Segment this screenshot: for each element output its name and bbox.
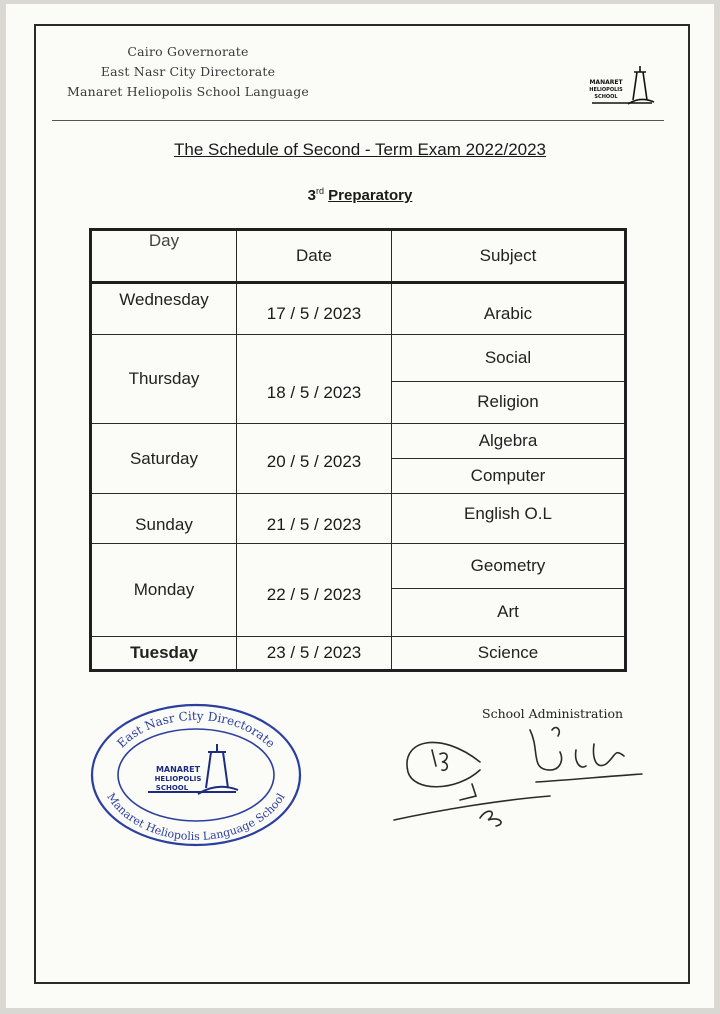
- day-cell: Sunday: [91, 494, 237, 544]
- school-line: Manaret Heliopolis School Language: [67, 84, 309, 99]
- header-subject: Subject: [392, 230, 626, 283]
- date-cell: 21 / 5 / 2023: [237, 494, 392, 544]
- school-stamp: [86, 700, 306, 850]
- grade-suffix: rd: [315, 186, 324, 196]
- subject-cell: Geometry: [392, 544, 626, 588]
- date-cell: 22 / 5 / 2023: [237, 544, 392, 636]
- stamp-top-text: East Nasr City Directorate: [114, 708, 278, 751]
- day-cell: Wednesday: [91, 283, 237, 335]
- header-date: Date: [237, 230, 392, 283]
- day-cell: Saturday: [91, 423, 237, 493]
- stamp-logo-school: SCHOOL: [155, 784, 189, 792]
- subject-cell: Religion: [392, 381, 626, 423]
- exam-schedule-table: [89, 228, 627, 672]
- directorate-line: East Nasr City Directorate: [100, 64, 276, 79]
- day-cell: Thursday: [91, 335, 237, 423]
- subject-cell: Science: [392, 636, 626, 670]
- date-cell: 18 / 5 / 2023: [237, 335, 392, 423]
- table-row: [91, 494, 626, 544]
- logo-text-heliopolis: HELIOPOLIS: [589, 87, 623, 93]
- grade-title: [0, 186, 720, 204]
- logo-text-school: SCHOOL: [594, 94, 618, 100]
- subject-cell: Art: [392, 588, 626, 636]
- stamp-bottom-text: Manaret Heliopolis Language School: [104, 790, 288, 844]
- subject-cell: Arabic: [392, 283, 626, 335]
- header-day: Day: [91, 230, 237, 283]
- stamp-logo-manaret: MANARET: [155, 765, 201, 774]
- date-cell: 20 / 5 / 2023: [237, 423, 392, 493]
- header-block: [48, 42, 328, 102]
- page-title: The Schedule of Second - Term Exam 2022/2023: [173, 140, 547, 159]
- table-row: [91, 283, 626, 335]
- subject-cell: Algebra: [392, 423, 626, 458]
- grade-word: Preparatory: [328, 187, 413, 204]
- stamp-logo-heliopolis: HELIOPOLIS: [154, 775, 202, 783]
- subject-cell: English O.L: [392, 494, 626, 544]
- header-divider: [52, 120, 664, 121]
- table-row: [91, 423, 626, 458]
- subject-cell: Social: [392, 335, 626, 381]
- table-row: [91, 335, 626, 381]
- day-cell: Monday: [91, 544, 237, 636]
- governorate-line: Cairo Governorate: [127, 44, 249, 59]
- table-header-row: [91, 230, 626, 283]
- handwritten-signature: [380, 700, 670, 840]
- table-row: [91, 636, 626, 670]
- date-cell: 17 / 5 / 2023: [237, 283, 392, 335]
- date-cell: 23 / 5 / 2023: [237, 636, 392, 670]
- school-administration-label: School Administration: [482, 706, 624, 721]
- table-row: [91, 544, 626, 588]
- grade-number: 3: [307, 187, 316, 204]
- logo-text-manaret: MANARET: [589, 79, 623, 86]
- school-logo: [582, 60, 662, 112]
- day-cell: Tuesday: [91, 636, 237, 670]
- subject-cell: Computer: [392, 459, 626, 494]
